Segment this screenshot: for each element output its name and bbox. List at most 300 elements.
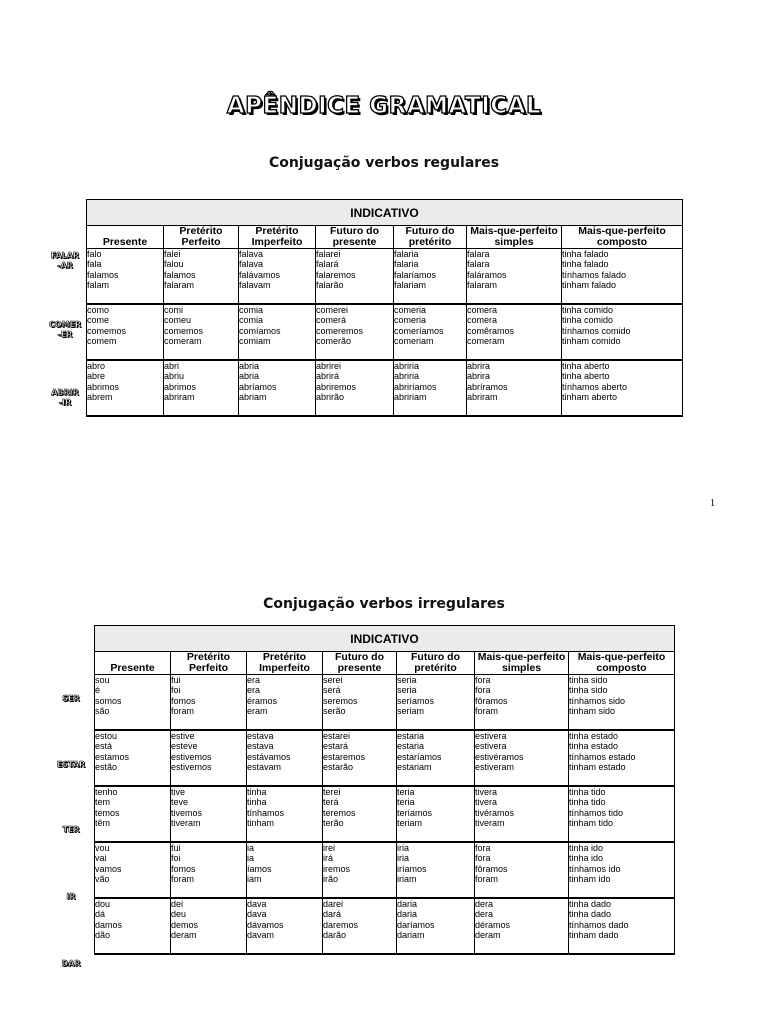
verb-form: estará xyxy=(323,741,349,752)
verb-form: estivera xyxy=(475,741,507,752)
verb-form: falariam xyxy=(394,280,427,291)
verb-form: somos xyxy=(95,695,122,706)
verb-form: comia xyxy=(239,315,264,326)
conjugation-cell xyxy=(475,730,569,786)
verb-form: comemos xyxy=(87,325,127,336)
verb-form: daria xyxy=(397,899,418,909)
verb-form: ia xyxy=(247,853,255,864)
verb-form: comeu xyxy=(164,315,192,326)
verb-form: abririam xyxy=(394,392,427,403)
conjugation-cell xyxy=(87,304,164,360)
column-header: Futuro do presente xyxy=(316,226,394,249)
conjugation-cell xyxy=(562,304,683,360)
verb-form: demos xyxy=(171,919,199,930)
conjugation-cell xyxy=(171,675,247,731)
verb-form: comera xyxy=(467,315,498,326)
verb-ending: -IR xyxy=(58,398,72,407)
verb-form: estava xyxy=(247,741,274,752)
verb-form: comeria xyxy=(394,305,427,315)
verb-form: irá xyxy=(323,853,334,864)
verb-label-abrir xyxy=(50,388,80,408)
verb-form: abríramos xyxy=(467,381,508,392)
verb-form: falaria xyxy=(394,249,419,259)
verb-form: falaria xyxy=(394,259,419,270)
verb-form: é xyxy=(95,685,101,696)
conjugation-cell xyxy=(171,898,247,954)
verb-form: estiveram xyxy=(475,762,515,773)
verb-form: abriam xyxy=(239,392,267,403)
verb-form: abria xyxy=(239,371,260,382)
verb-ending: -ER xyxy=(57,330,73,339)
verb-form: seriam xyxy=(397,706,425,717)
column-header: Pretérito Perfeito xyxy=(164,226,239,249)
verb-form: tinha ido xyxy=(569,853,604,864)
conjugation-cell xyxy=(323,730,397,786)
column-header: Futuro do pretérito xyxy=(397,652,475,675)
verb-form: tinham sido xyxy=(569,706,616,717)
verb-form: tinha ido xyxy=(569,843,604,853)
verb-form: falarei xyxy=(316,249,341,259)
verb-form: terei xyxy=(323,787,341,797)
irregular-verbs-subtitle: Conjugação verbos irregulares xyxy=(263,596,505,612)
conjugation-cell xyxy=(171,786,247,842)
verb-form: tínhamos aberto xyxy=(562,381,628,392)
conjugation-cell xyxy=(171,730,247,786)
conjugation-cell xyxy=(164,304,239,360)
verb-form: abríamos xyxy=(239,381,277,392)
verb-form: estarão xyxy=(323,762,354,773)
conjugation-cell xyxy=(397,675,475,731)
verb-form: estivemos xyxy=(171,751,212,762)
verb-form: tinha aberto xyxy=(562,361,610,371)
conjugation-cell xyxy=(397,842,475,898)
verb-row xyxy=(87,249,683,305)
verb-form: tinha falado xyxy=(562,249,609,259)
verb-form: daremos xyxy=(323,919,359,930)
verb-form: comeremos xyxy=(316,325,364,336)
verb-form: damos xyxy=(95,919,123,930)
verb-form: comera xyxy=(467,305,498,315)
verb-label-comer xyxy=(48,320,82,340)
conjugation-cell xyxy=(87,360,164,416)
column-header: Pretérito Imperfeito xyxy=(247,652,323,675)
verb-form: tinham aberto xyxy=(562,392,618,403)
verb-form: seria xyxy=(397,675,417,685)
verb-form: temos xyxy=(95,807,120,818)
verb-form: abrimos xyxy=(164,381,197,392)
verb-form: tiveram xyxy=(475,818,505,829)
verb-form: falavam xyxy=(239,280,271,291)
verb-form: dariam xyxy=(397,930,425,941)
verb-form: falávamos xyxy=(239,269,281,280)
verb-form: tínhamos comido xyxy=(562,325,631,336)
verb-form: deram xyxy=(475,930,501,941)
verb-row xyxy=(95,786,675,842)
verb-form: comem xyxy=(87,336,117,347)
verb-form: estaremos xyxy=(323,751,366,762)
verb-form: tem xyxy=(95,797,111,808)
verb-form: falava xyxy=(239,249,264,259)
conjugation-cell xyxy=(323,898,397,954)
verb-form: foram xyxy=(475,706,499,717)
verb-form: abrirei xyxy=(316,361,342,371)
conjugation-cell xyxy=(323,842,397,898)
verb-form: estivemos xyxy=(171,762,212,773)
conjugation-cell xyxy=(95,898,171,954)
verb-form: fala xyxy=(87,259,102,270)
conjugation-cell xyxy=(247,786,323,842)
conjugation-cell xyxy=(394,304,467,360)
verb-form: tive xyxy=(171,787,186,797)
column-header: Mais-que-perfeito composto xyxy=(562,226,683,249)
verb-form: falei xyxy=(164,249,181,259)
verb-form: seremos xyxy=(323,695,358,706)
column-header: Futuro do pretérito xyxy=(394,226,467,249)
verb-form: comeram xyxy=(164,336,202,347)
verb-form: iam xyxy=(247,874,262,885)
verb-label-ser: SER xyxy=(62,694,80,703)
verb-form: foram xyxy=(475,874,499,885)
verb-form: fomos xyxy=(171,863,196,874)
conjugation-cell xyxy=(569,786,675,842)
conjugation-cell xyxy=(467,249,562,305)
verb-form: dava xyxy=(247,909,267,920)
verb-form: tinha dado xyxy=(569,909,612,920)
conjugation-cell xyxy=(467,360,562,416)
verb-form: fora xyxy=(475,853,491,864)
verb-form: comiam xyxy=(239,336,271,347)
verb-form: terão xyxy=(323,818,344,829)
verb-form: ia xyxy=(247,843,255,853)
verb-form: iríamos xyxy=(397,863,427,874)
verb-form: falara xyxy=(467,259,490,270)
conjugation-cell xyxy=(394,249,467,305)
conjugation-cell xyxy=(569,898,675,954)
verb-form: abrira xyxy=(467,361,491,371)
verb-form: tinham tido xyxy=(569,818,614,829)
conjugation-cell xyxy=(95,786,171,842)
verb-form: têm xyxy=(95,818,111,829)
verb-form: serão xyxy=(323,706,346,717)
verb-form: darão xyxy=(323,930,347,941)
verb-form: falava xyxy=(239,259,264,270)
verb-form: éramos xyxy=(247,695,278,706)
verb-form: abriria xyxy=(394,371,420,382)
verb-label-dar: DAR xyxy=(61,959,81,968)
conjugation-cell xyxy=(323,675,397,731)
verb-form: irão xyxy=(323,874,339,885)
verb-form: abrimos xyxy=(87,381,120,392)
verb-form: tivera xyxy=(475,787,498,797)
verb-form: tínhamos sido xyxy=(569,695,626,706)
conjugation-cell xyxy=(247,675,323,731)
verb-form: foi xyxy=(171,685,181,696)
conjugation-cell xyxy=(87,249,164,305)
verb-form: falará xyxy=(316,259,339,270)
verb-form: tinha aberto xyxy=(562,371,610,382)
verb-form: davam xyxy=(247,930,275,941)
verb-form: tínhamos falado xyxy=(562,269,627,280)
verb-form: abriu xyxy=(164,371,185,382)
verb-form: comeriam xyxy=(394,336,434,347)
verb-row xyxy=(95,730,675,786)
verb-form: tínhamos tido xyxy=(569,807,624,818)
verb-form: comia xyxy=(239,305,264,315)
verb-form: abriram xyxy=(467,392,498,403)
verb-form: tinham ido xyxy=(569,874,611,885)
verb-form: estaria xyxy=(397,731,425,741)
conjugation-cell xyxy=(569,675,675,731)
column-header: Mais-que-perfeito simples xyxy=(467,226,562,249)
verb-form: tinha estado xyxy=(569,731,619,741)
verb-form: estou xyxy=(95,731,118,741)
verb-form: tiveram xyxy=(171,818,201,829)
conjugation-cell xyxy=(164,249,239,305)
column-header: Pretérito Imperfeito xyxy=(239,226,316,249)
verb-row xyxy=(95,675,675,731)
conjugation-cell xyxy=(239,304,316,360)
verb-form: comêramos xyxy=(467,325,515,336)
verb-form: teve xyxy=(171,797,189,808)
verb-form: íamos xyxy=(247,863,272,874)
page-number: 1 xyxy=(710,498,715,509)
verb-form: fui xyxy=(171,675,181,685)
verb-form: falo xyxy=(87,249,102,259)
conjugation-cell xyxy=(316,360,394,416)
verb-form: come xyxy=(87,315,110,326)
verb-form: estaríamos xyxy=(397,751,442,762)
verb-form: tinha tido xyxy=(569,787,606,797)
verb-form: falam xyxy=(87,280,110,291)
verb-label-falar xyxy=(50,251,80,271)
conjugation-cell xyxy=(475,675,569,731)
verb-form: tinha xyxy=(247,797,267,808)
verb-form: abre xyxy=(87,371,106,382)
verb-form: tivemos xyxy=(171,807,203,818)
conjugation-cell xyxy=(475,898,569,954)
verb-form: iriam xyxy=(397,874,417,885)
verb-form: fora xyxy=(475,675,491,685)
conjugation-cell xyxy=(316,249,394,305)
verb-form: teria xyxy=(397,797,415,808)
verb-form: tenho xyxy=(95,787,118,797)
verb-form: tinha sido xyxy=(569,685,608,696)
verb-form: iria xyxy=(397,843,410,853)
indicativo-header: INDICATIVO xyxy=(87,200,683,226)
verb-form: estivera xyxy=(475,731,507,741)
verb-form: estariam xyxy=(397,762,432,773)
verb-label-ir: IR xyxy=(66,892,76,901)
column-header: Mais-que-perfeito composto xyxy=(569,652,675,675)
irregular-verbs-table xyxy=(94,625,675,955)
verb-form: abria xyxy=(239,361,260,371)
verb-form: será xyxy=(323,685,341,696)
verb-form: tinha tido xyxy=(569,797,606,808)
verb-label-ter: TER xyxy=(62,825,80,834)
verb-form: deram xyxy=(171,930,197,941)
verb-form: falamos xyxy=(164,269,196,280)
verb-form: tinha estado xyxy=(569,741,619,752)
verb-form: teria xyxy=(397,787,415,797)
verb-form: fomos xyxy=(171,695,196,706)
verb-form: abrirão xyxy=(316,392,345,403)
verb-form: esteve xyxy=(171,741,198,752)
verb-form: tinha comido xyxy=(562,315,614,326)
verb-form: falaram xyxy=(164,280,195,291)
verb-form: fora xyxy=(475,843,491,853)
conjugation-cell xyxy=(95,842,171,898)
verb-form: abriram xyxy=(164,392,195,403)
verb-form: abrirá xyxy=(316,371,340,382)
conjugation-cell xyxy=(247,842,323,898)
conjugation-cell xyxy=(164,360,239,416)
verb-form: vamos xyxy=(95,863,122,874)
verb-form: abriria xyxy=(394,361,420,371)
verb-form: comíamos xyxy=(239,325,281,336)
conjugation-cell xyxy=(562,360,683,416)
verb-form: estamos xyxy=(95,751,130,762)
verb-form: dei xyxy=(171,899,184,909)
verb-form: deu xyxy=(171,909,187,920)
verb-form: vão xyxy=(95,874,110,885)
conjugation-cell xyxy=(569,842,675,898)
verb-form: era xyxy=(247,685,261,696)
verb-form: estava xyxy=(247,731,274,741)
verb-form: falaremos xyxy=(316,269,356,280)
verb-row xyxy=(95,898,675,954)
conjugation-cell xyxy=(467,304,562,360)
page-title: APÊNDICE GRAMATICAL xyxy=(226,93,542,119)
verb-form: comeríamos xyxy=(394,325,444,336)
indicativo-header: INDICATIVO xyxy=(95,626,675,652)
regular-verbs-subtitle: Conjugação verbos regulares xyxy=(268,155,500,171)
verb-form: era xyxy=(247,675,261,685)
verb-name: ABRIR xyxy=(51,388,79,397)
conjugation-cell xyxy=(397,898,475,954)
verb-form: falaríamos xyxy=(394,269,437,280)
verb-form: tínhamos xyxy=(247,807,285,818)
verb-form: foi xyxy=(171,853,181,864)
verb-form: está xyxy=(95,741,113,752)
verb-form: daria xyxy=(397,909,418,920)
verb-form: abriríamos xyxy=(394,381,437,392)
verb-form: tinha dado xyxy=(569,899,612,909)
verb-form: fôramos xyxy=(475,695,508,706)
conjugation-cell xyxy=(475,786,569,842)
verb-form: abrem xyxy=(87,392,113,403)
verb-form: dava xyxy=(247,899,267,909)
column-header: Mais-que-perfeito simples xyxy=(475,652,569,675)
verb-form: abri xyxy=(164,361,180,371)
conjugation-cell xyxy=(323,786,397,842)
verb-ending: -AR xyxy=(57,261,73,270)
verb-form: comerá xyxy=(316,315,347,326)
verb-form: tinham xyxy=(247,818,275,829)
verb-form: tínhamos ido xyxy=(569,863,621,874)
verb-form: como xyxy=(87,305,110,315)
verb-form: serei xyxy=(323,675,343,685)
verb-form: tivera xyxy=(475,797,498,808)
verb-form: terá xyxy=(323,797,339,808)
verb-form: falaram xyxy=(467,280,498,291)
verb-form: dou xyxy=(95,899,111,909)
verb-form: fora xyxy=(475,685,491,696)
verb-form: vai xyxy=(95,853,107,864)
verb-form: abrira xyxy=(467,371,491,382)
verb-form: teriam xyxy=(397,818,423,829)
verb-form: falara xyxy=(467,249,490,259)
column-header: Pretérito Perfeito xyxy=(171,652,247,675)
verb-form: irei xyxy=(323,843,336,853)
verb-form: tinham falado xyxy=(562,280,617,291)
verb-label-estar: ESTAR xyxy=(56,760,86,769)
verb-form: tinham estado xyxy=(569,762,626,773)
conjugation-cell xyxy=(239,249,316,305)
verb-form: déramos xyxy=(475,919,511,930)
regular-verbs-table xyxy=(86,199,683,417)
verb-form: comeram xyxy=(467,336,505,347)
conjugation-cell xyxy=(397,786,475,842)
verb-form: teremos xyxy=(323,807,356,818)
verb-row xyxy=(87,304,683,360)
conjugation-cell xyxy=(95,675,171,731)
verb-form: dá xyxy=(95,909,106,920)
verb-form: seria xyxy=(397,685,417,696)
verb-form: tivéramos xyxy=(475,807,515,818)
verb-form: abriremos xyxy=(316,381,357,392)
verb-form: tinha falado xyxy=(562,259,609,270)
conjugation-cell xyxy=(247,898,323,954)
verb-form: teríamos xyxy=(397,807,433,818)
conjugation-cell xyxy=(239,360,316,416)
verb-form: foram xyxy=(171,706,195,717)
verb-form: estávamos xyxy=(247,751,291,762)
verb-form: tinha sido xyxy=(569,675,608,685)
verb-form: iremos xyxy=(323,863,351,874)
verb-form: faláramos xyxy=(467,269,507,280)
verb-name: FALAR xyxy=(50,251,80,260)
column-header: Futuro do presente xyxy=(323,652,397,675)
verb-form: estivéramos xyxy=(475,751,524,762)
verb-form: darei xyxy=(323,899,344,909)
verb-form: são xyxy=(95,706,110,717)
verb-form: vou xyxy=(95,843,110,853)
conjugation-cell xyxy=(316,304,394,360)
verb-form: estaria xyxy=(397,741,425,752)
verb-form: tinha comido xyxy=(562,305,614,315)
verb-form: comerão xyxy=(316,336,352,347)
verb-form: daríamos xyxy=(397,919,435,930)
verb-form: dão xyxy=(95,930,111,941)
conjugation-cell xyxy=(171,842,247,898)
verb-row xyxy=(95,842,675,898)
verb-form: dera xyxy=(475,909,494,920)
conjugation-cell xyxy=(569,730,675,786)
verb-form: falarão xyxy=(316,280,344,291)
verb-form: tinham comido xyxy=(562,336,621,347)
conjugation-cell xyxy=(247,730,323,786)
verb-form: tinham dado xyxy=(569,930,619,941)
conjugation-cell xyxy=(562,249,683,305)
verb-form: tínhamos estado xyxy=(569,751,636,762)
verb-form: falamos xyxy=(87,269,119,280)
conjugation-cell xyxy=(95,730,171,786)
conjugation-cell xyxy=(475,842,569,898)
verb-form: sou xyxy=(95,675,110,685)
verb-form: estarei xyxy=(323,731,351,741)
verb-form: estavam xyxy=(247,762,282,773)
verb-form: foram xyxy=(171,874,195,885)
